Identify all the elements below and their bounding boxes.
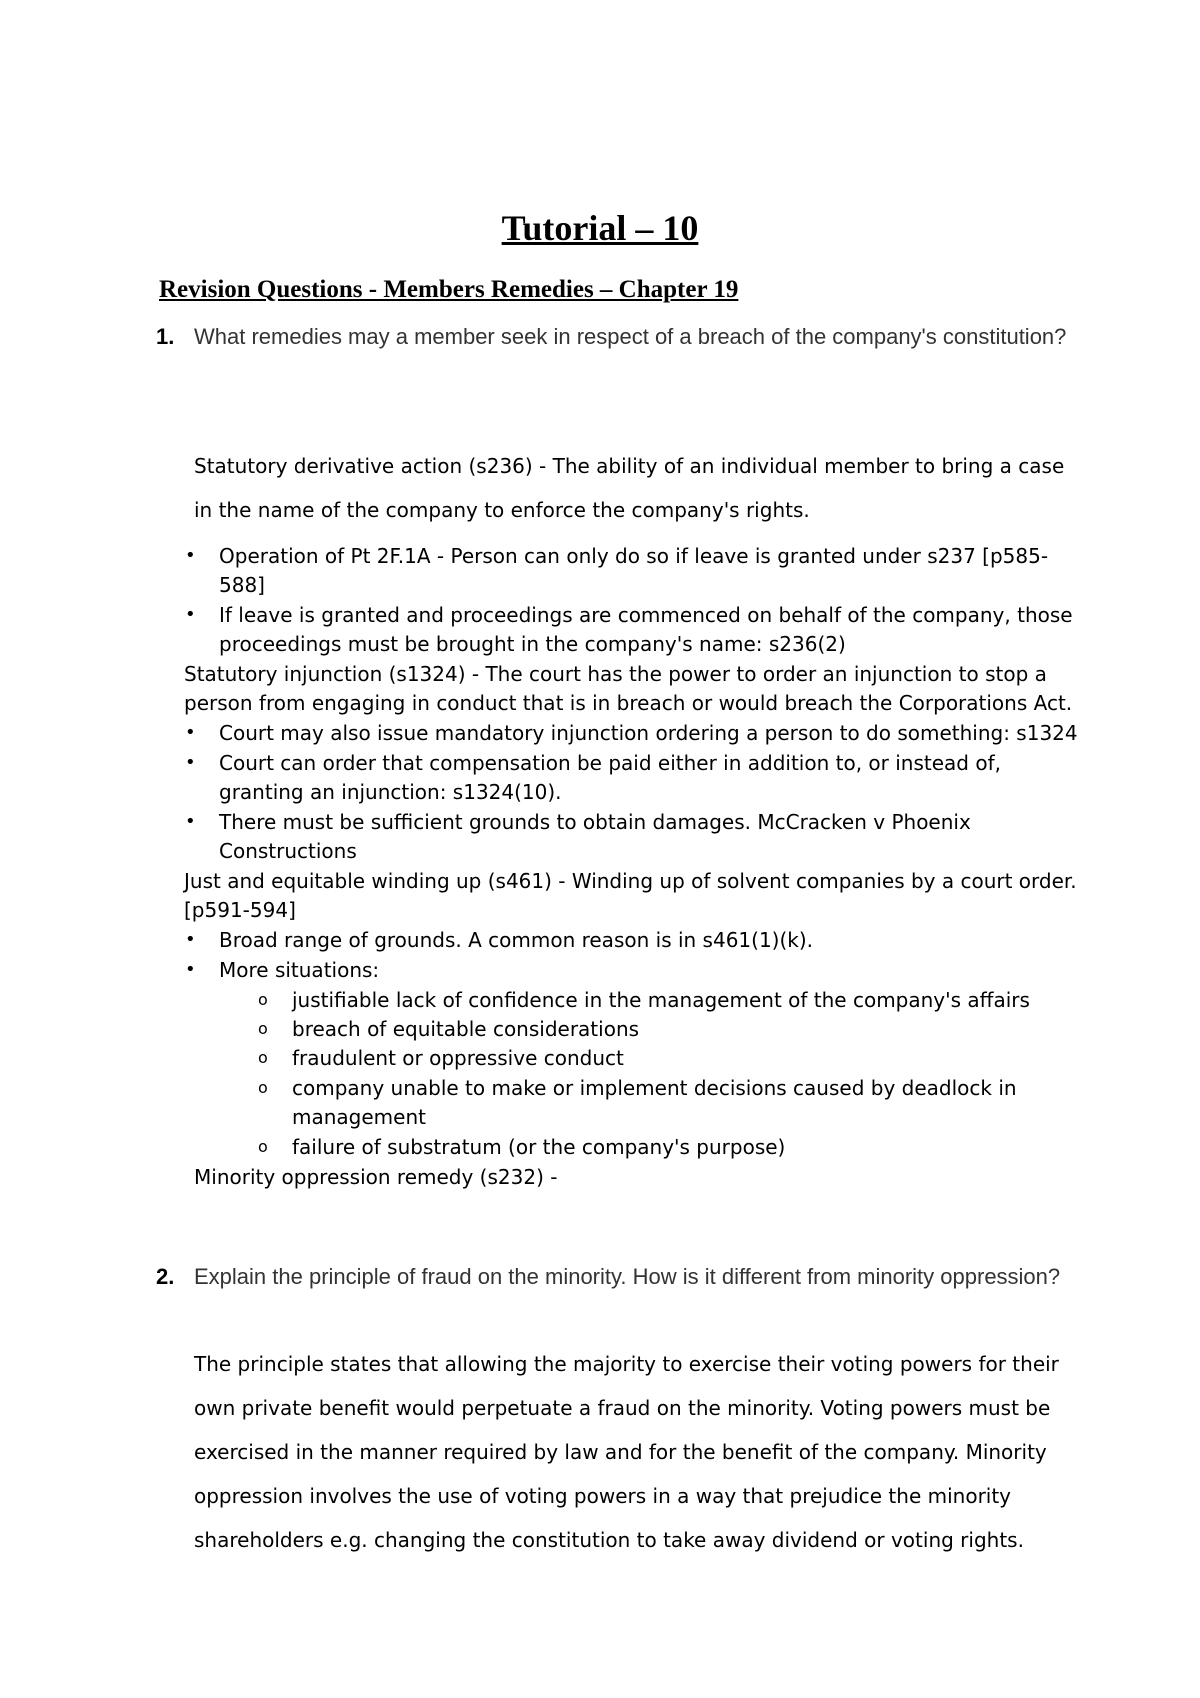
winding-up-heading-line: [p591-594] bbox=[184, 898, 296, 922]
injunction-heading-line: Statutory injunction (s1324) - The court has the power to order an injunction to stop a bbox=[184, 662, 1047, 686]
list-item-continuation: Constructions bbox=[219, 839, 357, 863]
bullet-glyph: • bbox=[185, 722, 196, 743]
bullet-glyph: • bbox=[185, 752, 196, 773]
sub-list-item: company unable to make or implement decisions caused by deadlock in bbox=[292, 1076, 1017, 1100]
fraud-answer-paragraph: The principle states that allowing the majority to exercise their voting powers for their own private benefit would perpetuate a fraud on the minority. Voting powers must be exercised in the manner required by law and for the benefit of the company. Minority oppression involves the use of voting powers in a way that prejudice the minority shareholders e.g. changing the constitution to take away dividend or voting rights. bbox=[194, 1352, 1059, 1552]
list-item: Court may also issue mandatory injunction ordering a person to do something: s1324 bbox=[219, 721, 1078, 745]
question-1-text: What remedies may a member seek in respect of a breach of the company's constitution? bbox=[194, 324, 1067, 349]
derivative-action-paragraph: Statutory derivative action (s236) - The ability of an individual member to bring a case in the name of the company to enforce the company's rights. bbox=[194, 454, 1065, 522]
sub-bullet-glyph: o bbox=[258, 1137, 268, 1156]
winding-up-heading-line: Just and equitable winding up (s461) - Winding up of solvent companies by a court order. bbox=[184, 869, 1077, 893]
question-1-number: 1. bbox=[156, 324, 175, 349]
sub-list-item: failure of substratum (or the company's purpose) bbox=[292, 1135, 786, 1159]
list-item: If leave is granted and proceedings are commenced on behalf of the company, those bbox=[219, 603, 1073, 627]
list-item: Operation of Pt 2F.1A - Person can only do so if leave is granted under s237 [p585- bbox=[219, 544, 1049, 568]
bullet-glyph: • bbox=[185, 929, 196, 950]
list-item: Court can order that compensation be paid either in addition to, or instead of, bbox=[219, 751, 1001, 775]
bullet-glyph: • bbox=[185, 959, 196, 980]
sub-list-item-continuation: management bbox=[292, 1105, 426, 1129]
sub-list-item: justifiable lack of confidence in the management of the company's affairs bbox=[292, 988, 1030, 1012]
list-item: Broad range of grounds. A common reason is in s461(1)(k). bbox=[219, 928, 814, 952]
sub-list-item: breach of equitable considerations bbox=[292, 1017, 640, 1041]
sub-list-item: fraudulent or oppressive conduct bbox=[292, 1046, 624, 1070]
list-item-continuation: 588] bbox=[219, 573, 265, 597]
minority-oppression-line: Minority oppression remedy (s232) - bbox=[194, 1165, 558, 1189]
question-2-number: 2. bbox=[156, 1264, 175, 1289]
list-item-continuation: proceedings must be brought in the company's name: s236(2) bbox=[219, 632, 846, 656]
bullet-glyph: • bbox=[185, 811, 196, 832]
list-item: There must be sufficient grounds to obtain damages. McCracken v Phoenix bbox=[219, 810, 971, 834]
list-item: More situations: bbox=[219, 958, 380, 982]
injunction-heading-line: person from engaging in conduct that is in breach or would breach the Corporations Act. bbox=[184, 691, 1073, 715]
sub-bullet-glyph: o bbox=[258, 1078, 268, 1097]
page-title: Tutorial – 10 bbox=[501, 208, 699, 248]
question-2-text: Explain the principle of fraud on the minority. How is it different from minority oppression? bbox=[194, 1264, 1061, 1289]
sub-bullet-glyph: o bbox=[258, 1048, 268, 1067]
bullet-glyph: • bbox=[185, 604, 196, 625]
list-item-continuation: granting an injunction: s1324(10). bbox=[219, 780, 562, 804]
section-subtitle: Revision Questions - Members Remedies – Chapter 19 bbox=[159, 276, 739, 303]
sub-bullet-glyph: o bbox=[258, 1019, 268, 1038]
bullet-glyph: • bbox=[185, 545, 196, 566]
sub-bullet-glyph: o bbox=[258, 990, 268, 1009]
